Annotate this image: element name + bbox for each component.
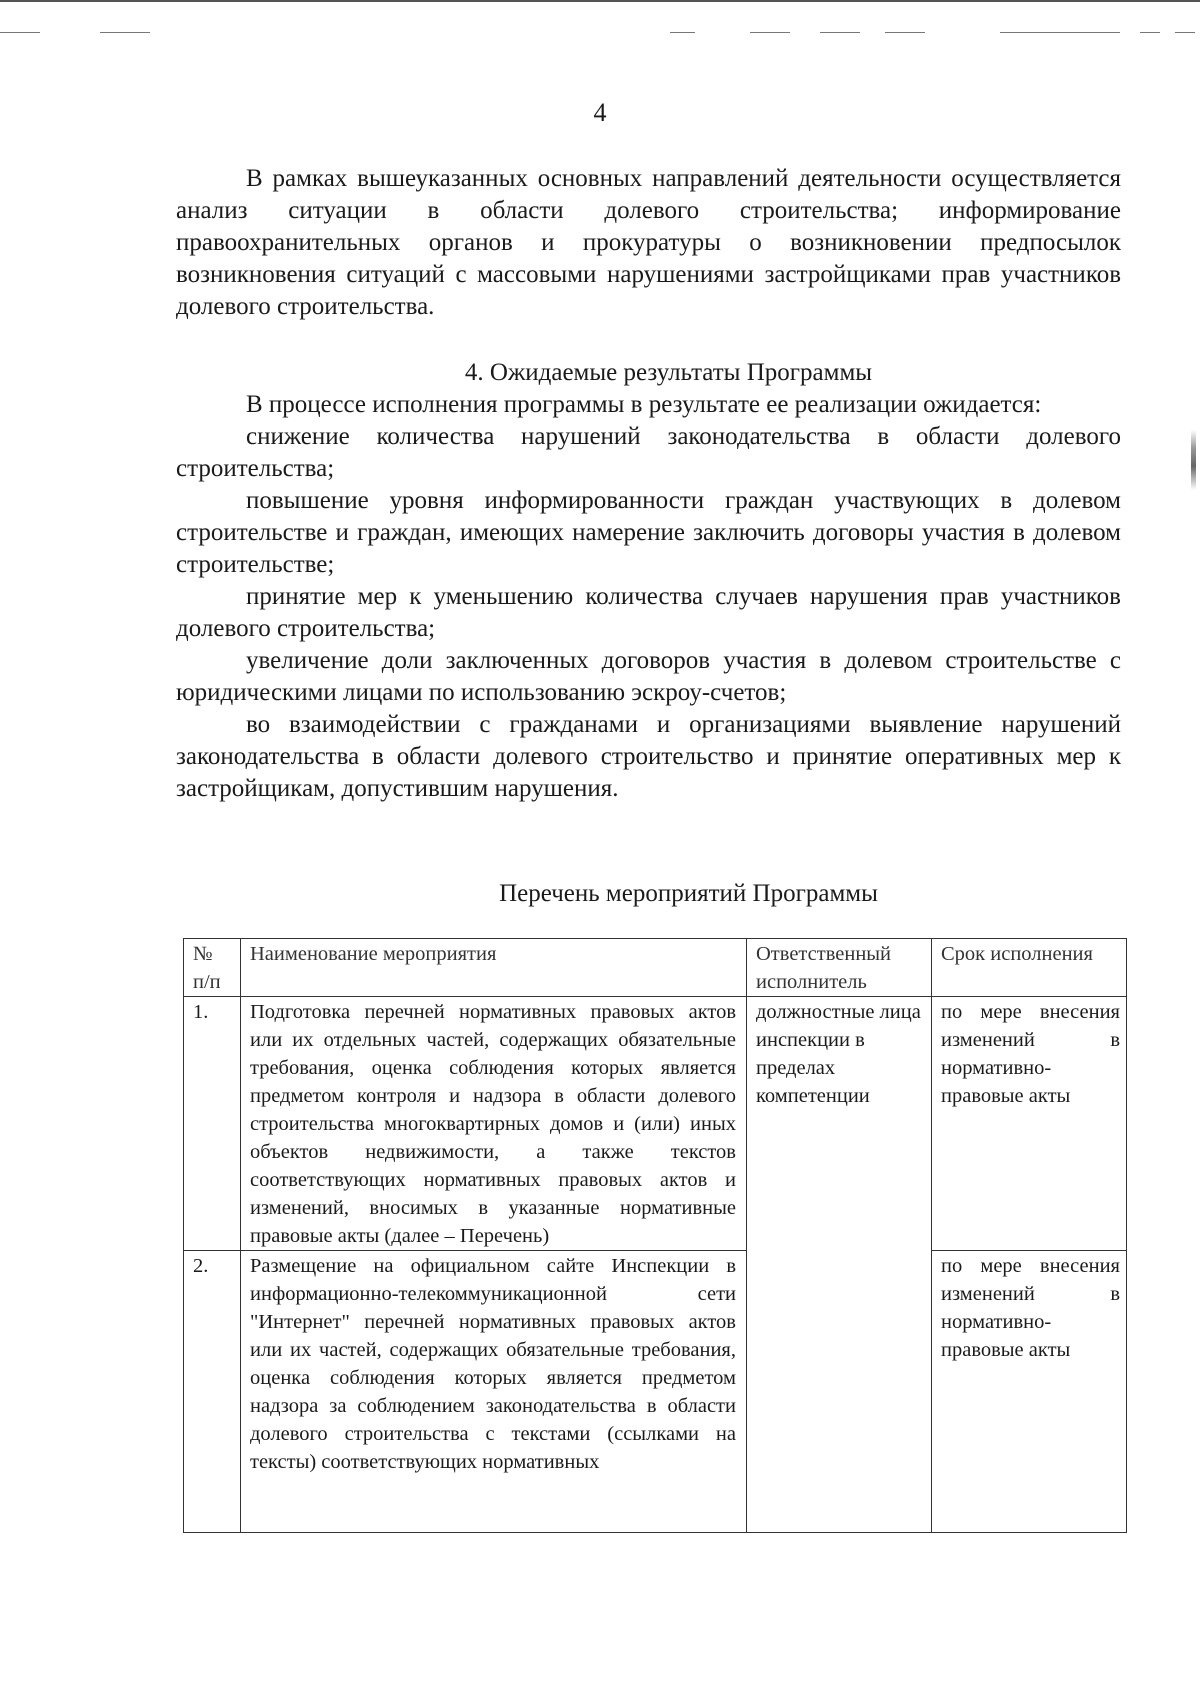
table-row — [184, 997, 1127, 1251]
table-header-row — [184, 939, 1127, 997]
row-num: 1. — [184, 997, 241, 1251]
events-table — [183, 938, 1127, 1533]
scan-border — [0, 0, 1200, 2]
result-item: повышение уровня информированности граждан участвующих в долевом строительстве и граждан, имеющих намерение заключить договоры участия в долевом строительстве; — [176, 487, 1121, 578]
scan-dash — [100, 32, 150, 33]
scan-dash — [1175, 32, 1195, 33]
row-name-cell — [241, 1251, 747, 1533]
scan-dash — [885, 32, 925, 33]
scan-dash — [1000, 32, 1120, 33]
results-intro: В процессе исполнения программы в результате ее реализации ожидается: — [246, 391, 1042, 418]
row-name: Подготовка перечней нормативных правовых актов или их отдельных частей, содержащих обязательные требования, оценка соблюдения которых является предметом контроля и надзора в области долевого строительства многоквартирных домов и (или) иных объектов недвижимости, а также текстов соответствующих нормативных правовых актов и изменений, вносимых в указанные нормативные правовые акты (далее – Перечень) — [241, 997, 747, 1251]
result-item: принятие мер к уменьшению количества случаев нарушения прав участников долевого строительства; — [176, 583, 1121, 642]
row-name: Размещение на официальном сайте Инспекции в информационно-телекоммуникационной сети "Интернет" перечней нормативных правовых актов или их частей, содержащих обязательные требования, оценка соблюдения которых является предметом надзора за соблюдением законодательства в области долевого строительства с текстами (ссылками на тексты) соответствующих нормативных — [250, 1255, 736, 1473]
result-item: снижение количества нарушений законодательства в области долевого строительства; — [176, 423, 1121, 482]
page-number: 4 — [593, 98, 607, 127]
results-section — [176, 357, 1121, 805]
scan-dash — [1140, 32, 1160, 33]
paragraph: В рамках вышеуказанных основных направлений деятельности осуществляется анализ ситуации в области долевого строительства; информирование правоохранительных органов и прокуратуры о возникновении предпосылок возникновения ситуаций с массовыми нарушениями застройщиками прав участников долевого строительства. — [176, 165, 1121, 320]
row-num: 2. — [184, 1251, 241, 1533]
section-heading: 4. Ожидаемые результаты Программы — [464, 359, 873, 386]
result-item: увеличение доли заключенных договоров участия в долевом строительстве с юридическими лицами по использованию эскроу-счетов; — [176, 647, 1121, 706]
scan-mark — [1191, 430, 1196, 490]
scan-dash — [750, 32, 790, 33]
row-term: по мере внесения изменений в нормативно-правовые акты — [932, 997, 1127, 1251]
row-responsible: должностные лица инспекции в пределах компетенции — [747, 997, 932, 1533]
row-term: по мере внесения изменений в нормативно-правовые акты — [932, 1251, 1127, 1533]
table-caption: Перечень мероприятий Программы — [499, 880, 878, 907]
header-num: № п/п — [184, 939, 241, 997]
table-row — [184, 1251, 1127, 1533]
scan-dash — [0, 32, 40, 33]
intro-section — [176, 163, 1121, 323]
scan-dash — [670, 32, 695, 33]
header-term: Срок исполнения — [932, 939, 1127, 997]
header-name: Наименование мероприятия — [241, 939, 747, 997]
result-item: во взаимодействии с гражданами и организациями выявление нарушений законодательства в области долевого строительство и принятие оперативных мер к застройщикам, допустившим нарушения. — [176, 711, 1121, 802]
header-responsible: Ответственный исполнитель — [747, 939, 932, 997]
scan-dash — [820, 32, 860, 33]
